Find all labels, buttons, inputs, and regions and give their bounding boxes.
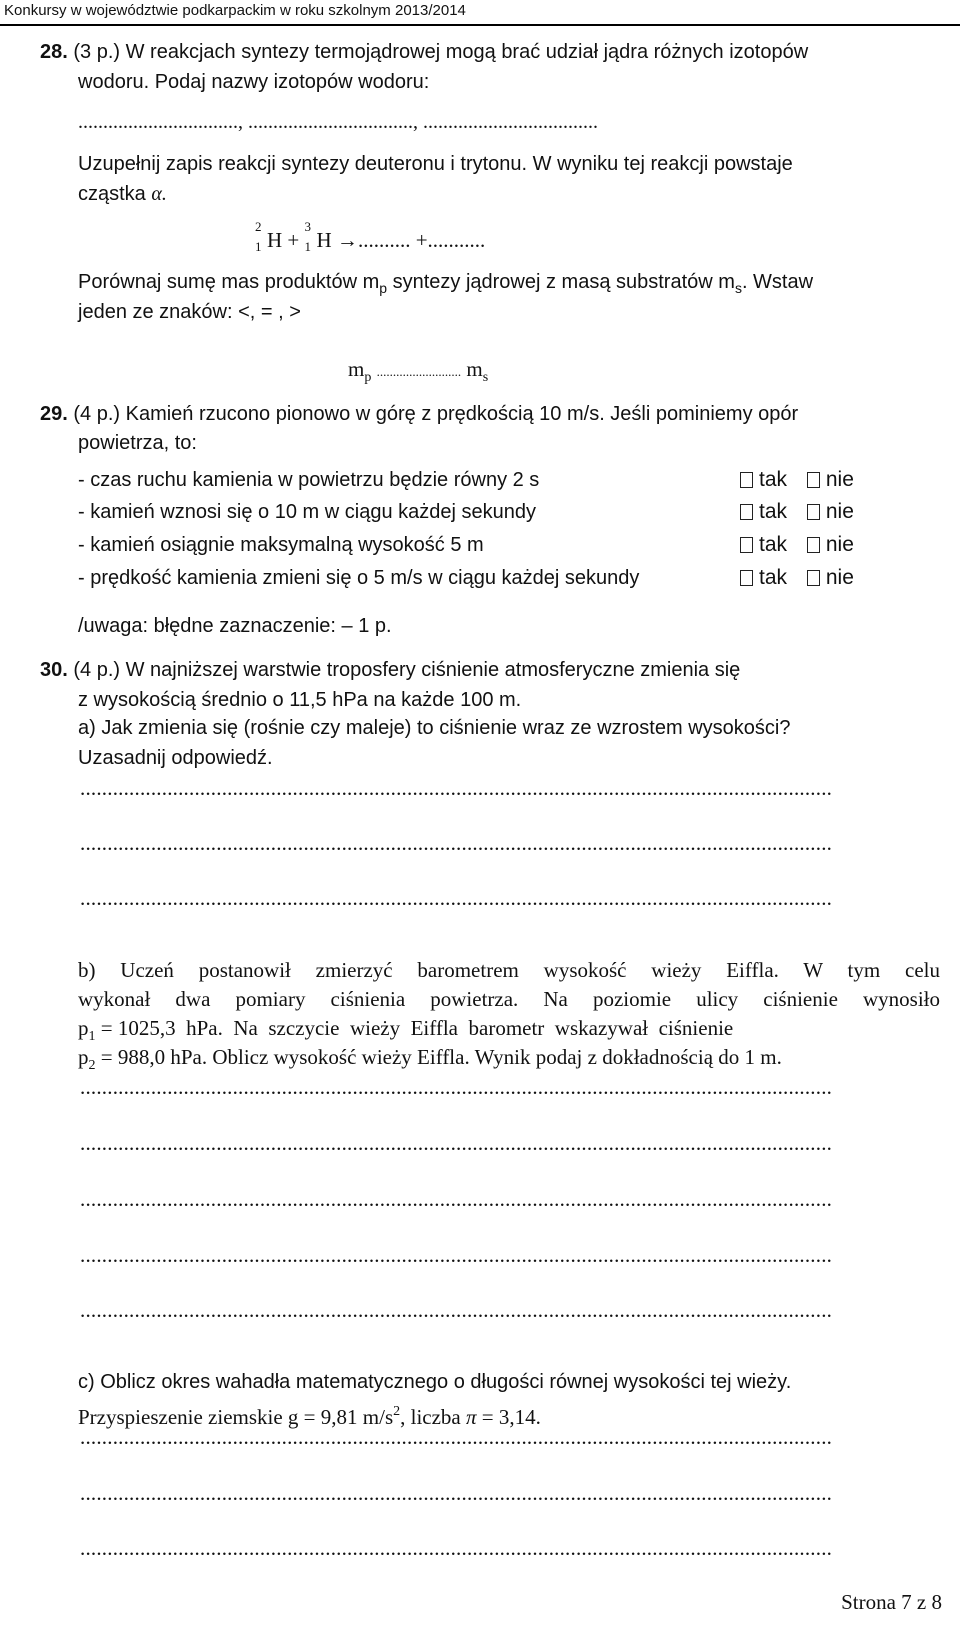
q30a-line2: Uzasadnij odpowiedź.	[78, 747, 273, 769]
q30-line2: z wysokością średnio o 11,5 hPa na każde 100 m.	[78, 689, 522, 711]
q29-number: 29.	[40, 403, 68, 425]
checkbox-yes[interactable]	[740, 537, 753, 553]
reaction-equation	[255, 219, 486, 254]
page-number: Strona 7 z 8	[841, 1590, 942, 1614]
q28-points: (3 p.)	[73, 41, 121, 63]
answer-line[interactable]: ..........................................................................................................................................	[80, 1425, 833, 1449]
q30b-line4: $p_2 = 988,0$ hPa. Oblicz wysokość wieży Eiffla. Wynik podaj z dokładnością do 1 m.	[78, 1045, 782, 1073]
q28-number: 28.	[40, 41, 68, 63]
alpha-symbol: α.	[151, 183, 167, 205]
deuteron-isotope: 2 1	[255, 219, 262, 254]
q29-item-3: - kamień osiągnie maksymalną wysokość 5 m	[78, 534, 484, 556]
answer-line[interactable]: ..........................................................................................................................................	[80, 1187, 833, 1211]
comparison-blank: ..........................	[376, 364, 462, 379]
answer-line[interactable]: ..........................................................................................................................................	[80, 1298, 833, 1322]
q30-points: (4 p.)	[73, 659, 121, 681]
answer-line[interactable]: ..........................................................................................................................................	[80, 1075, 833, 1099]
answer-line[interactable]: ..........................................................................................................................................	[80, 831, 833, 855]
checkbox-yes[interactable]	[740, 504, 753, 520]
q28-line5: Porównaj sumę mas produktów $m_p$ syntezy jądrowej z masą substratów $m_s$. Wstaw	[78, 271, 814, 296]
q28-text1: W reakcjach syntezy termojądrowej mogą brać udział jądra różnych izotopów	[120, 41, 809, 63]
q28-line1	[40, 38, 808, 66]
triton-isotope: 3 1	[304, 219, 312, 254]
q28-line6: jeden ze znaków: <, = , >	[78, 301, 301, 323]
q29-line1: 29. (4 p.) Kamień rzucono pionowo w górę z prędkością 10 m/s. Jeśli pominiemy opór	[40, 403, 799, 425]
checkbox-yes[interactable]	[740, 570, 753, 586]
q29-line2: powietrza, to:	[78, 432, 197, 454]
q29-item-4-options: tak nie	[740, 564, 854, 592]
q29-item-1: - czas ruchu kamienia w powietrzu będzie równy 2 s	[78, 469, 540, 491]
q29-item-4: - prędkość kamienia zmieni się o 5 m/s w ciągu każdej sekundy	[78, 567, 640, 589]
q29-item-1-options: tak nie	[740, 466, 854, 494]
q29-item-3-options: tak nie	[740, 531, 854, 559]
pi-symbol: π	[466, 1405, 477, 1429]
q29-points: (4 p.)	[73, 403, 121, 425]
reaction-products-blank: .......... +...........	[357, 228, 486, 252]
checkbox-yes[interactable]	[740, 472, 753, 488]
q30-number: 30.	[40, 659, 68, 681]
q28-line4-text: cząstka	[78, 183, 152, 205]
q30b-line1: b) Uczeń postanowił zmierzyć barometrem wysokość wieży Eiffla. W tym celu	[78, 958, 940, 982]
q30b-line3: $p_1 = 1025,3$ hPa. Na szczycie wieży Eiffla barometr wskazywał ciśnienie	[78, 1016, 734, 1044]
answer-line[interactable]: ..........................................................................................................................................	[80, 776, 833, 800]
q28-line4	[78, 180, 167, 208]
checkbox-no[interactable]	[807, 570, 820, 586]
q29-note: /uwaga: błędne zaznaczenie: – 1 p.	[78, 615, 392, 637]
q30c-line2: Przyspieszenie ziemskie g = 9,81 $m/s^2$, liczba π = 3,14.	[78, 1404, 541, 1429]
q29-item-2-options: tak nie	[740, 498, 854, 526]
mass-comparison: $m_p$ .......................... $m_s$	[348, 357, 489, 385]
answer-line[interactable]: ..........................................................................................................................................	[80, 1536, 833, 1560]
deuteron-symbol: H +	[267, 228, 305, 252]
q30c-line1: c) Oblicz okres wahadła matematycznego o długości równej wysokości tej wieży.	[78, 1371, 792, 1393]
checkbox-no[interactable]	[807, 504, 820, 520]
q29-item-2: - kamień wznosi się o 10 m w ciągu każdej sekundy	[78, 501, 536, 523]
q28-line3: Uzupełnij zapis reakcji syntezy deuteronu i trytonu. W wyniku tej reakcji powstaje	[78, 153, 793, 175]
answer-line[interactable]: ..........................................................................................................................................	[80, 1243, 833, 1267]
q28-line2: wodoru. Podaj nazwy izotopów wodoru:	[78, 71, 430, 93]
checkbox-no[interactable]	[807, 537, 820, 553]
q28-blanks: ................................, ................................., ...................................	[78, 111, 598, 133]
answer-line[interactable]: ..........................................................................................................................................	[80, 886, 833, 910]
q30b-line2: wykonał dwa pomiary ciśnienia powietrza. Na poziomie ulicy ciśnienie wynosiło	[78, 987, 940, 1011]
triton-symbol: H →	[316, 228, 358, 252]
header-title: Konkursy w województwie podkarpackim w roku szkolnym 2013/2014	[4, 2, 466, 19]
page-header	[0, 0, 960, 26]
checkbox-no[interactable]	[807, 472, 820, 488]
q30a-line1: a) Jak zmienia się (rośnie czy maleje) to ciśnienie wraz ze wzrostem wysokości?	[78, 717, 791, 739]
answer-line[interactable]: ..........................................................................................................................................	[80, 1481, 833, 1505]
q30-line1: 30. (4 p.) W najniższej warstwie troposfery ciśnienie atmosferyczne zmienia się	[40, 659, 741, 681]
answer-line[interactable]: ..........................................................................................................................................	[80, 1131, 833, 1155]
